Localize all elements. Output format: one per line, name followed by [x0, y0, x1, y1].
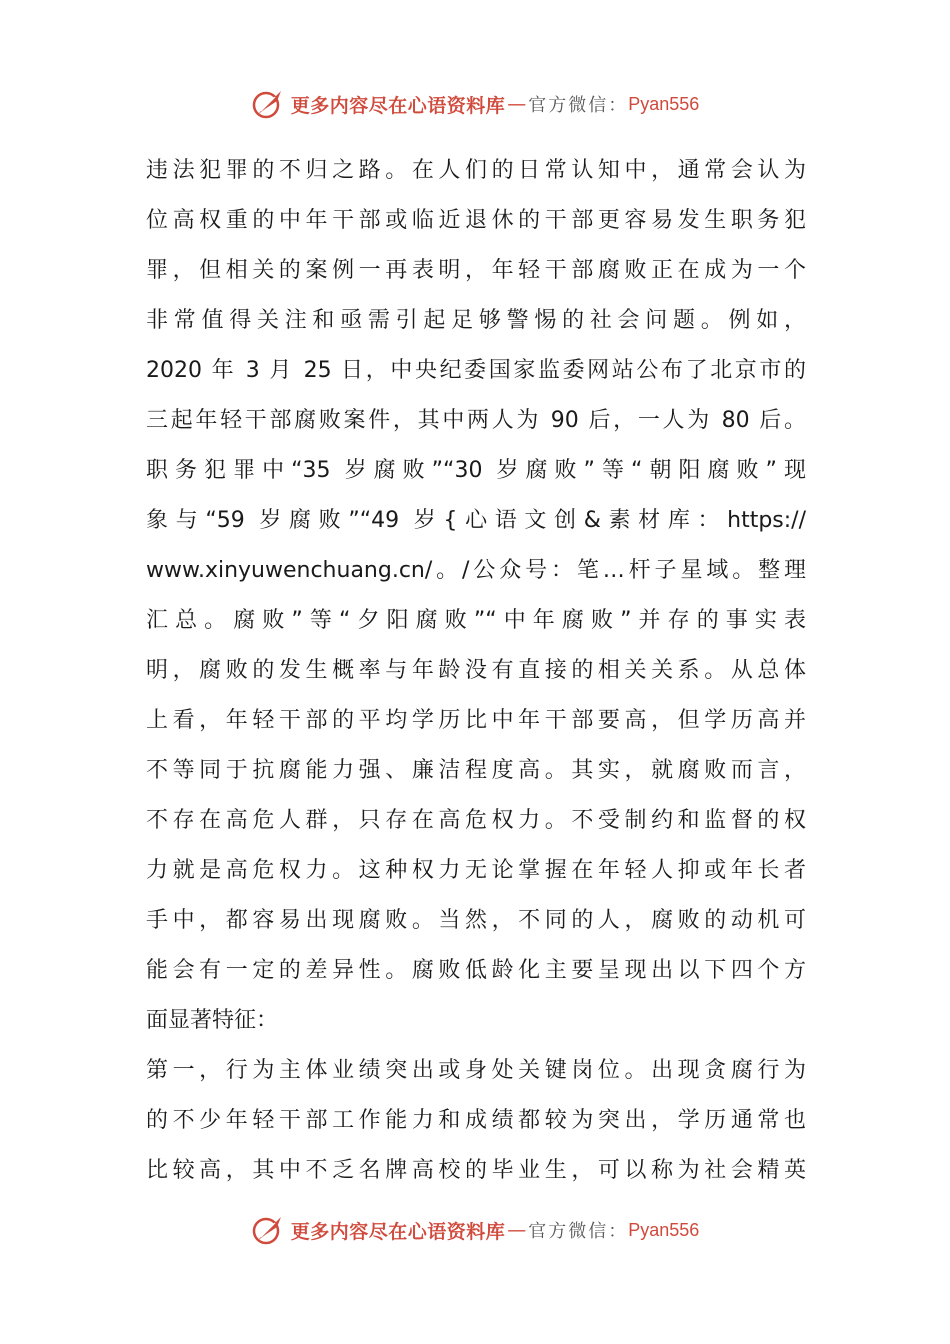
banner-dash: —: [507, 93, 527, 115]
text-line: 不存在高危人群，只存在高危权力。不受制约和监督的权: [146, 808, 806, 833]
text-line: 第一，行为主体业绩突出或身处关键岗位。出现贪腐行为: [146, 1058, 806, 1083]
banner-wechat-label: 官方微信：: [528, 95, 629, 116]
text-line: 力就是高危权力。这种权力无论掌握在年轻人抑或年长者: [146, 858, 806, 883]
text-line: 的不少年轻干部工作能力和成绩都较为突出，学历通常也: [146, 1108, 806, 1133]
text-line: www.xinyuwenchuang.cn/。/公众号：笔…杆子星域。整理: [146, 558, 806, 583]
text-line: 位高权重的中年干部或临近退休的干部更容易发生职务犯: [146, 208, 806, 233]
banner-site-name: 更多内容尽在心语资料库: [290, 94, 506, 117]
text-line: 明，腐败的发生概率与年龄没有直接的相关关系。从总体: [146, 658, 806, 683]
text-line: 比较高，其中不乏名牌高校的毕业生，可以称为社会精英: [146, 1158, 806, 1183]
banner-site-name: 更多内容尽在心语资料库: [290, 1220, 506, 1243]
text-line: 能会有一定的差异性。腐败低龄化主要呈现出以下四个方: [146, 958, 806, 983]
text-line: 上看，年轻干部的平均学历比中年干部要高，但学历高并: [146, 708, 806, 733]
quill-logo-icon: [251, 1213, 285, 1247]
banner-wechat-id: Pyan556: [628, 1219, 700, 1240]
banner-dash: —: [507, 1219, 527, 1241]
text-line: 职务犯罪中“35 岁腐败”“30 岁腐败”等“朝阳腐败”现: [146, 458, 806, 483]
document-body: [146, 146, 806, 1196]
quill-logo-icon: [251, 87, 285, 121]
text-line: 汇总。腐败”等“夕阳腐败”“中年腐败”并存的事实表: [146, 608, 806, 633]
text-line: 不等同于抗腐能力强、廉洁程度高。其实，就腐败而言，: [146, 758, 806, 783]
text-line: 2020 年 3 月 25 日，中央纪委国家监委网站公布了北京市的: [146, 358, 806, 383]
text-line: 面显著特征：: [146, 1008, 279, 1033]
header-banner: [0, 84, 950, 124]
banner-wechat-id: Pyan556: [628, 93, 700, 114]
text-line: 三起年轻干部腐败案件，其中两人为 90 后，一人为 80 后。: [146, 408, 806, 433]
footer-banner: [0, 1210, 950, 1250]
banner-wechat-label: 官方微信：: [528, 1221, 629, 1242]
text-line: 象与“59 岁腐败”“49 岁{心语文创&素材库：https://: [146, 508, 806, 533]
text-line: 罪，但相关的案例一再表明，年轻干部腐败正在成为一个: [146, 258, 806, 283]
text-line: 非常值得关注和亟需引起足够警惕的社会问题。例如，: [146, 308, 806, 333]
text-line: 手中，都容易出现腐败。当然，不同的人，腐败的动机可: [146, 908, 806, 933]
text-line: 违法犯罪的不归之路。在人们的日常认知中，通常会认为: [146, 158, 806, 183]
